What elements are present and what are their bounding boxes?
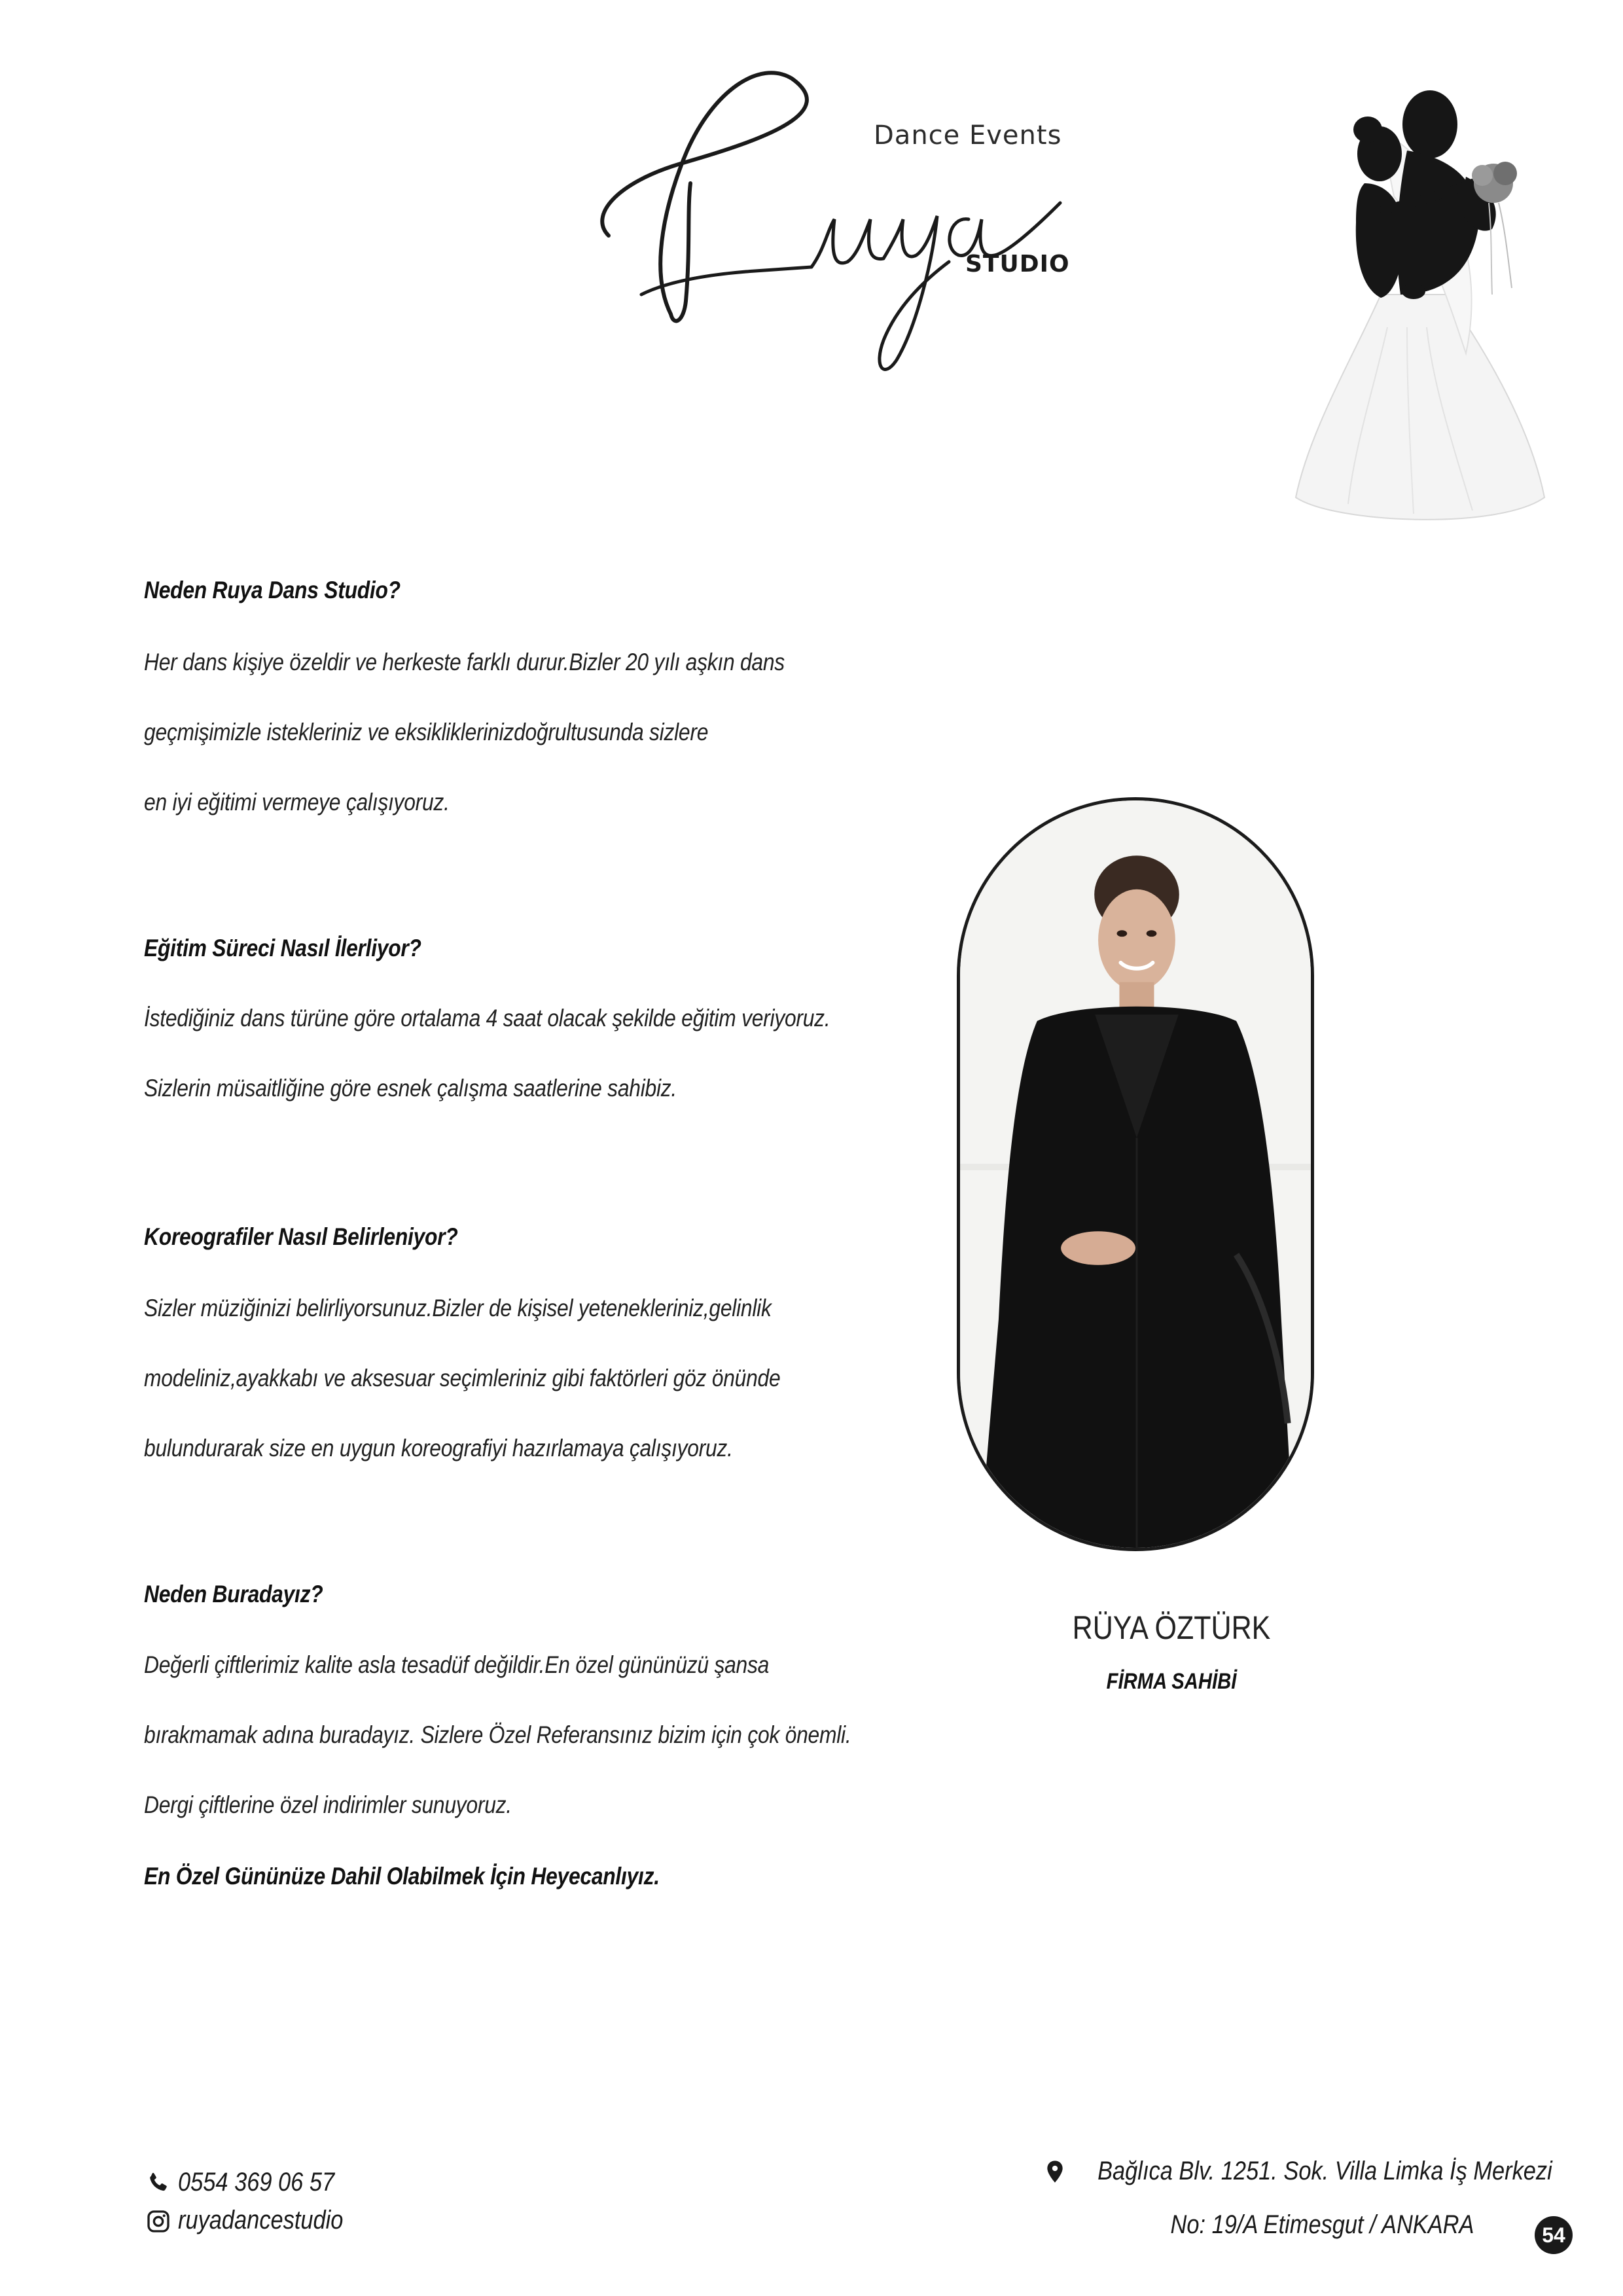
section-3-line-2: modeliniz,ayakkabı ve aksesuar seçimleriniz gibi faktörleri göz önünde (144, 1365, 781, 1391)
section-2-question: Eğitim Süreci Nasıl İlerliyor? (144, 935, 421, 961)
section-3-line-3: bulundurarak size en uygun koreografiyi hazırlamaya çalışıyoruz. (144, 1435, 733, 1462)
section-1-question: Neden Ruya Dans Studio? (144, 577, 401, 603)
brand-logo (576, 52, 1099, 393)
ruya-script-logo (576, 52, 1099, 393)
section-4-line-3: Dergi çiftlerine özel indirimler sunuyoruz. (144, 1791, 512, 1818)
instagram-icon (145, 2208, 171, 2234)
owner-portrait (957, 797, 1314, 1551)
owner-title: FİRMA SAHİBİ (1106, 1669, 1237, 1694)
section-4-line-2: bırakmamak adına buradayız. Sizlere Özel Referansınız bizim için çok önemli. (144, 1721, 851, 1748)
section-1-line-1: Her dans kişiye özeldir ve herkeste farklı durur.Bizler 20 yılı aşkın dans (144, 649, 785, 675)
closing-tagline: En Özel Gününüze Dahil Olabilmek İçin Heyecanlıyız. (144, 1863, 660, 1890)
wedding-couple-illustration (1283, 79, 1558, 530)
instagram-handle[interactable]: ruyadancestudio (178, 2206, 344, 2234)
section-4-question: Neden Buradayız? (144, 1581, 323, 1607)
address-line-2: No: 19/A Etimesgut / ANKARA (1170, 2210, 1474, 2239)
section-2-line-2: Sizlerin müsaitliğine göre esnek çalışma saatlerine sahibiz. (144, 1075, 677, 1102)
section-2-line-1: İstediğiniz dans türüne göre ortalama 4 saat olacak şekilde eğitim veriyoruz. (144, 1005, 830, 1031)
phone-number[interactable]: 0554 369 06 57 (178, 2168, 335, 2197)
address-line-1: Bağlıca Blv. 1251. Sok. Villa Limka İş Merkezi (1097, 2157, 1552, 2185)
section-4-line-1: Değerli çiftlerimiz kalite asla tesadüf değildir.En özel gününüzü şansa (144, 1651, 770, 1678)
section-3-line-1: Sizler müziğinizi belirliyorsunuz.Bizler de kişisel yetenekleriniz,gelinlik (144, 1295, 772, 1321)
logo-studio-word: STUDIO (965, 251, 1070, 278)
location-pin-icon (1042, 2159, 1068, 2185)
page-number-badge: 54 (1535, 2216, 1573, 2254)
section-1-line-2: geçmişimizle istekleriniz ve eksikliklerinizdoğrultusunda sizlere (144, 719, 709, 745)
phone-icon (145, 2170, 171, 2197)
owner-name: RÜYA ÖZTÜRK (1072, 1609, 1271, 1646)
section-3-question: Koreografiler Nasıl Belirleniyor? (144, 1223, 458, 1250)
section-1-line-3: en iyi eğitimi vermeye çalışıyoruz. (144, 789, 450, 816)
logo-tagline: Dance Events (874, 120, 1062, 151)
